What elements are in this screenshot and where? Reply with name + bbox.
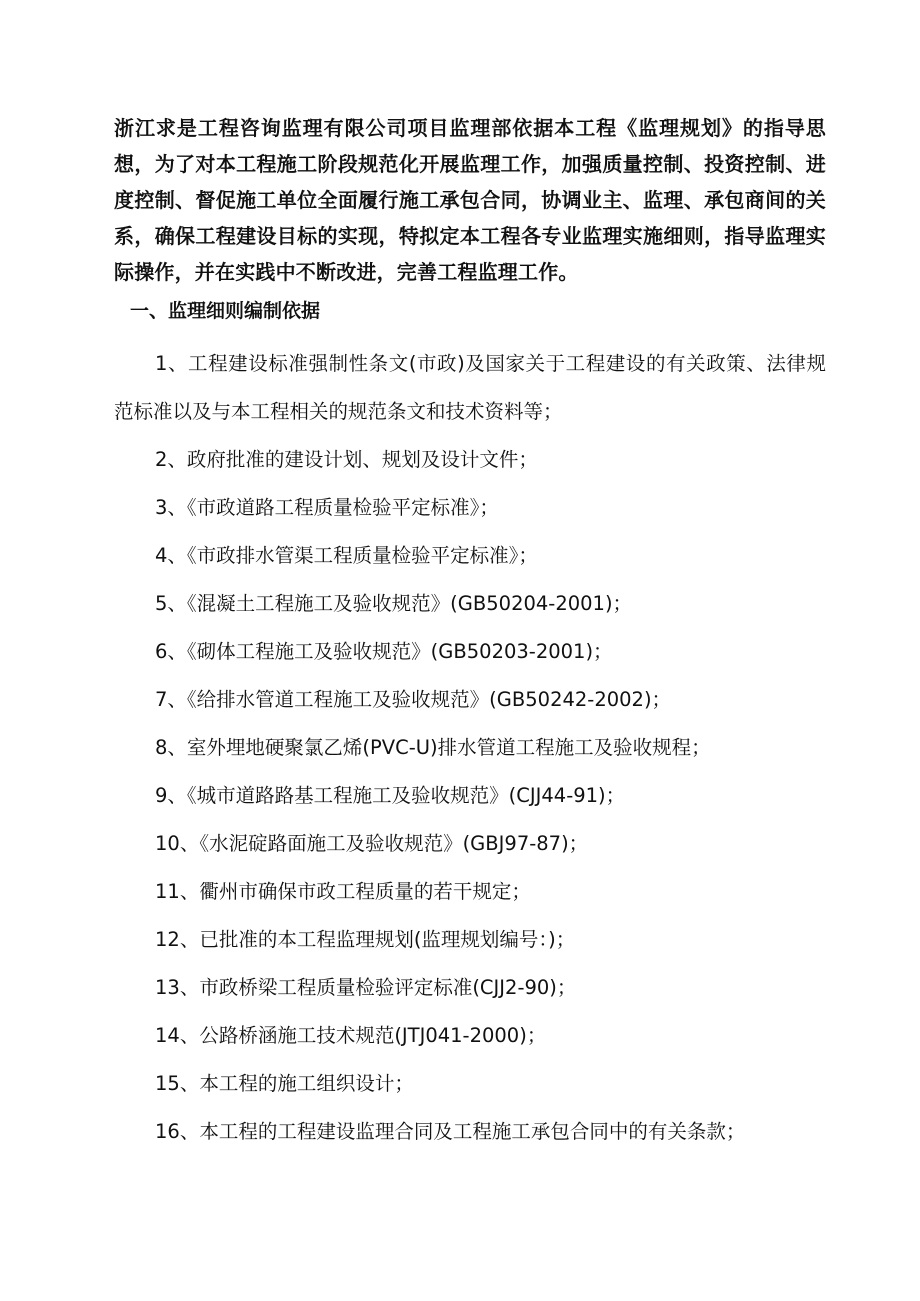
reference-list	[114, 340, 826, 1156]
reference-item: 11、衢州市确保市政工程质量的若干规定；	[155, 880, 531, 903]
reference-item: 3、《市政道路工程质量检验平定标准》；	[155, 496, 499, 519]
reference-item: 13、市政桥梁工程质量检验评定标准(CJJ2-90)；	[155, 976, 577, 999]
reference-item: 16、本工程的工程建设监理合同及工程施工承包合同中的有关条款；	[155, 1120, 746, 1143]
reference-item: 4、《市政排水管渠工程质量检验平定标准》；	[155, 544, 538, 567]
reference-item: 1、工程建设标准强制性条文(市政)及国家关于工程建设的有关政策、法律规范标准以及与本工程相关的规范条文和技术资料等；	[114, 352, 826, 423]
reference-item: 10、《水泥碇路面施工及验收规范》(GBJ97-87)；	[155, 832, 589, 855]
reference-item: 2、政府批准的建设计划、规划及设计文件；	[155, 448, 538, 471]
section-heading: 一、监理细则编制依据	[130, 300, 321, 322]
reference-item: 14、公路桥涵施工技术规范(JTJ041-2000)；	[155, 1024, 547, 1047]
reference-item: 6、《砌体工程施工及验收规范》(GB50203-2001)；	[155, 640, 613, 663]
reference-item: 12、已批准的本工程监理规划(监理规划编号：)；	[155, 928, 576, 951]
reference-item: 9、《城市道路路基工程施工及验收规范》(CJJ44-91)；	[155, 784, 626, 807]
reference-item: 8、室外埋地硬聚氯乙烯(PVC-U)排水管道工程施工及验收规程；	[155, 736, 711, 759]
intro-paragraph: 浙江求是工程咨询监理有限公司项目监理部依据本工程《监理规划》的指导思想，为了对本工程施工阶段规范化开展监理工作，加强质量控制、投资控制、进度控制、督促施工单位全面履行施工承包合同，协调业主、监理、承包商间的关系，确保工程建设目标的实现，特拟定本工程各专业监理实施细则，指导监理实际操作，并在实践中不断改进，完善工程监理工作。	[114, 116, 826, 284]
reference-item: 15、本工程的施工组织设计；	[155, 1072, 414, 1095]
reference-item: 7、《给排水管道工程施工及验收规范》(GB50242-2002)；	[155, 688, 672, 711]
reference-item: 5、《混凝土工程施工及验收规范》(GB50204-2001)；	[155, 592, 633, 615]
